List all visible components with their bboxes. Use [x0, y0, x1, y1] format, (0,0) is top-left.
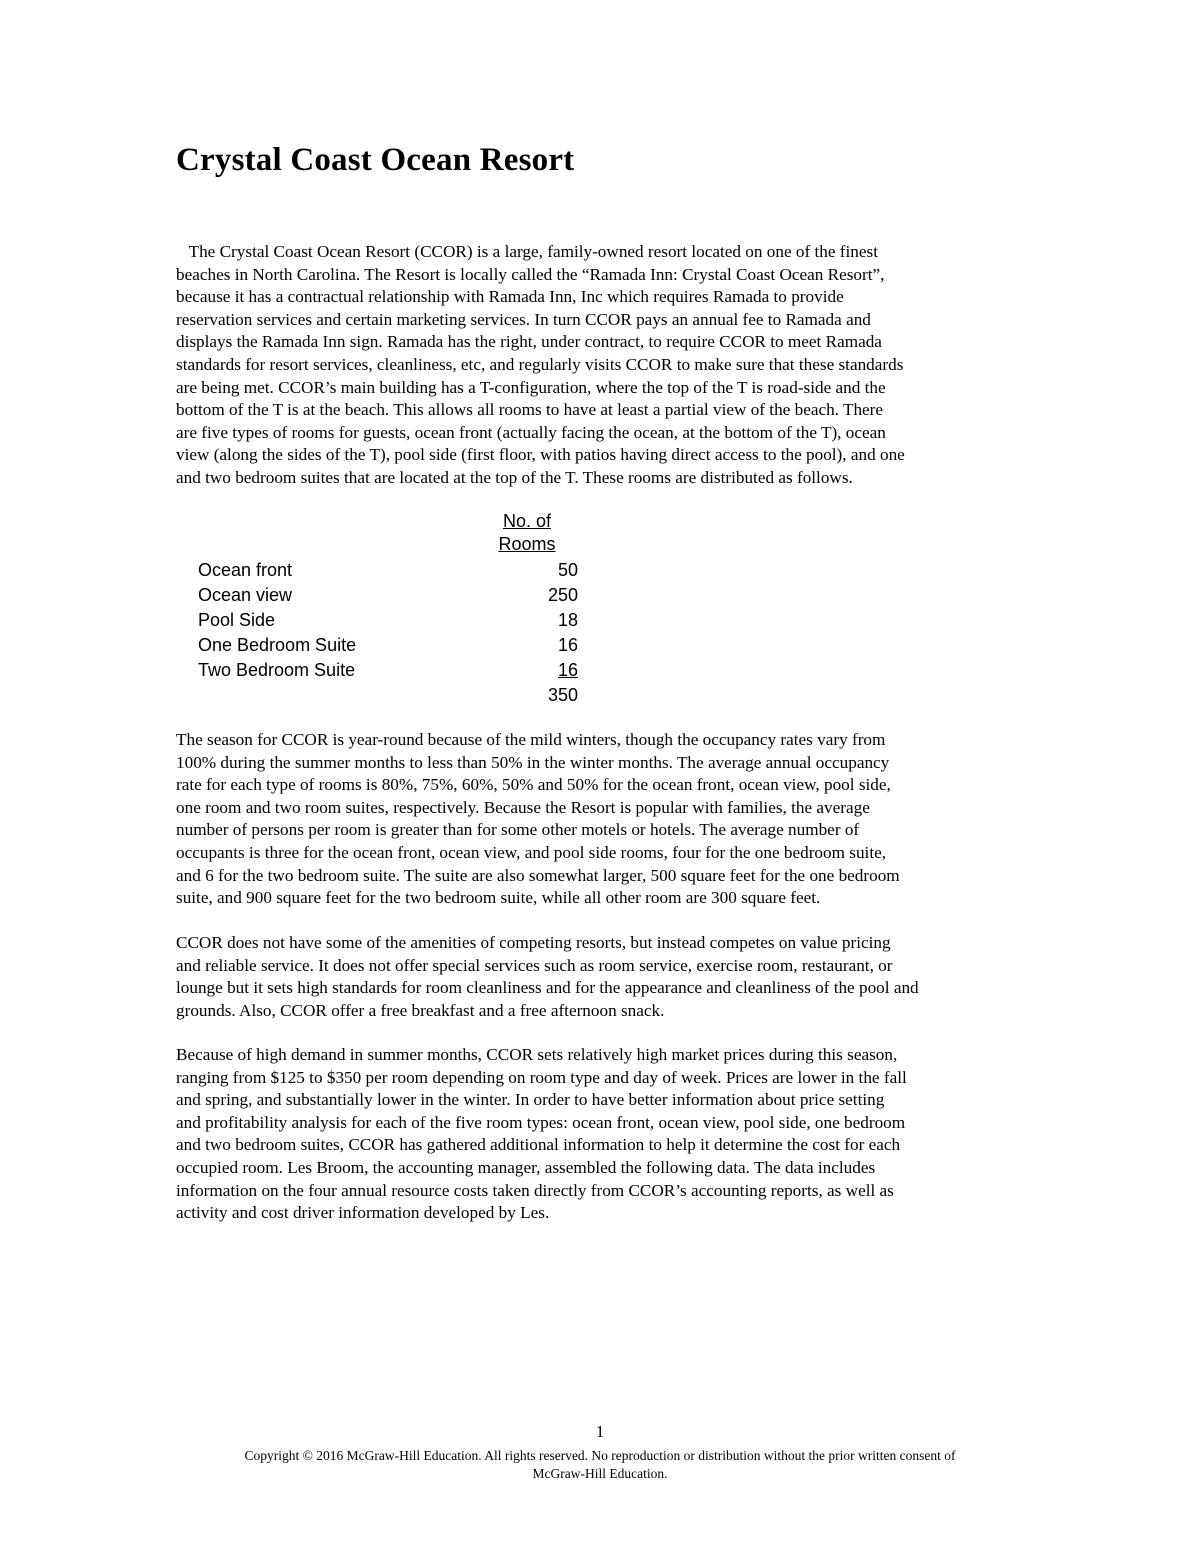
- table-row: [198, 633, 578, 658]
- copyright-line: Copyright © 2016 McGraw-Hill Education. All rights reserved. No reproduction or distribution without the prior written consent of: [244, 1448, 956, 1463]
- text-line: displays the Ramada Inn sign. Ramada has the right, under contract, to require CCOR to meet Ramada: [176, 332, 882, 352]
- text-line: activity and cost driver information developed by Les.: [176, 1203, 550, 1223]
- row-value: 16: [557, 635, 578, 655]
- text-line: view (along the sides of the T), pool side (first floor, with patios having direct access to the pool), and one: [176, 445, 905, 465]
- text-line: occupants is three for the ocean front, ocean view, and pool side rooms, four for the one bedroom suite,: [176, 842, 887, 862]
- table-row: [198, 558, 578, 583]
- copyright-notice: [0, 1447, 1200, 1483]
- text-line: and 6 for the two bedroom suite. The suite are also somewhat larger, 500 square feet for the one bedroom: [176, 865, 900, 885]
- text-line: and profitability analysis for each of the five room types: ocean front, ocean view, pool side, one bedroom: [176, 1112, 906, 1132]
- text-line: rate for each type of rooms is 80%, 75%, 60%, 50% and 50% for the ocean front, ocean view, pool side,: [176, 775, 891, 795]
- text-line: and two bedroom suites, CCOR has gathered additional information to help it determine the cost for each: [176, 1135, 901, 1155]
- table-total-row: [198, 683, 578, 708]
- row-label: Pool Side: [198, 610, 276, 630]
- text-line: are five types of rooms for guests, ocean front (actually facing the ocean, at the bottom of the T), ocean: [176, 422, 886, 442]
- row-value: [498, 658, 578, 683]
- text-line: information on the four annual resource costs taken directly from CCOR’s accounting reports, as well as: [176, 1180, 894, 1200]
- table-row: [198, 608, 578, 633]
- text-line: bottom of the T is at the beach. This allows all rooms to have at least a partial view of the beach. There: [176, 400, 884, 420]
- text-line: and spring, and substantially lower in the winter. In order to have better information about price setting: [176, 1090, 885, 1110]
- table-total: 350: [547, 685, 578, 705]
- page-number: 1: [595, 1422, 605, 1441]
- row-value-underlined: 16: [557, 660, 578, 680]
- pricing-paragraph: [176, 1044, 1036, 1225]
- text-line: and two bedroom suites that are located at the top of the T. These rooms are distributed as follows.: [176, 467, 853, 487]
- season-paragraph: [176, 729, 1036, 910]
- header-line-rooms: Rooms: [498, 534, 556, 554]
- text-line: occupied room. Les Broom, the accounting manager, assembled the following data. The data includes: [176, 1157, 876, 1177]
- text-line: The Crystal Coast Ocean Resort (CCOR) is a large, family-owned resort located on one of the finest: [176, 242, 878, 261]
- document-title: Crystal Coast Ocean Resort: [176, 142, 575, 178]
- row-label: Two Bedroom Suite: [198, 660, 356, 680]
- text-line: standards for resort services, cleanliness, etc, and regularly visits CCOR to make sure that these standards: [176, 354, 904, 374]
- text-line: suite, and 900 square feet for the two bedroom suite, while all other room are 300 square feet.: [176, 888, 821, 908]
- text-line: and reliable service. It does not offer special services such as room service, exercise room, restaurant, or: [176, 955, 893, 975]
- table-row: [198, 583, 578, 608]
- intro-paragraph: [176, 241, 1036, 490]
- row-label: One Bedroom Suite: [198, 635, 357, 655]
- text-line: CCOR does not have some of the amenities of competing resorts, but instead competes on value pricing: [176, 933, 891, 952]
- copyright-line: McGraw-Hill Education.: [532, 1466, 668, 1481]
- table-row: [198, 658, 578, 683]
- text-line: grounds. Also, CCOR offer a free breakfast and a free afternoon snack.: [176, 1000, 665, 1020]
- text-line: 100% during the summer months to less than 50% in the winter months. The average annual occupancy: [176, 752, 890, 772]
- row-value: 50: [557, 560, 578, 580]
- amenities-paragraph: [176, 932, 1036, 1022]
- text-line: lounge but it sets high standards for room cleanliness and for the appearance and cleanliness of the pool and: [176, 978, 919, 998]
- row-value: 18: [557, 610, 578, 630]
- text-line: number of persons per room is greater than for some other motels or hotels. The average number of: [176, 820, 860, 840]
- text-line: because it has a contractual relationship with Ramada Inn, Inc which requires Ramada to provide: [176, 287, 844, 307]
- row-label: Ocean front: [198, 560, 293, 580]
- text-line: ranging from $125 to $350 per room depending on room type and day of week. Prices are lower in the fall: [176, 1067, 907, 1087]
- text-line: reservation services and certain marketing services. In turn CCOR pays an annual fee to Ramada and: [176, 309, 871, 329]
- text-line: one room and two room suites, respectively. Because the Resort is popular with families, the average: [176, 797, 870, 817]
- header-line-no-of: No. of: [502, 511, 552, 531]
- text-line: Because of high demand in summer months, CCOR sets relatively high market prices during this season,: [176, 1045, 898, 1064]
- text-line: The season for CCOR is year-round because of the mild winters, though the occupancy rates vary from: [176, 730, 886, 749]
- text-line: beaches in North Carolina. The Resort is locally called the “Ramada Inn: Crystal Coast Ocean Resort”,: [176, 264, 885, 284]
- row-label: Ocean view: [198, 585, 293, 605]
- table-header: [494, 510, 560, 556]
- row-value: 250: [547, 585, 578, 605]
- text-line: are being met. CCOR’s main building has a T-configuration, where the top of the T is road-side and the: [176, 377, 886, 397]
